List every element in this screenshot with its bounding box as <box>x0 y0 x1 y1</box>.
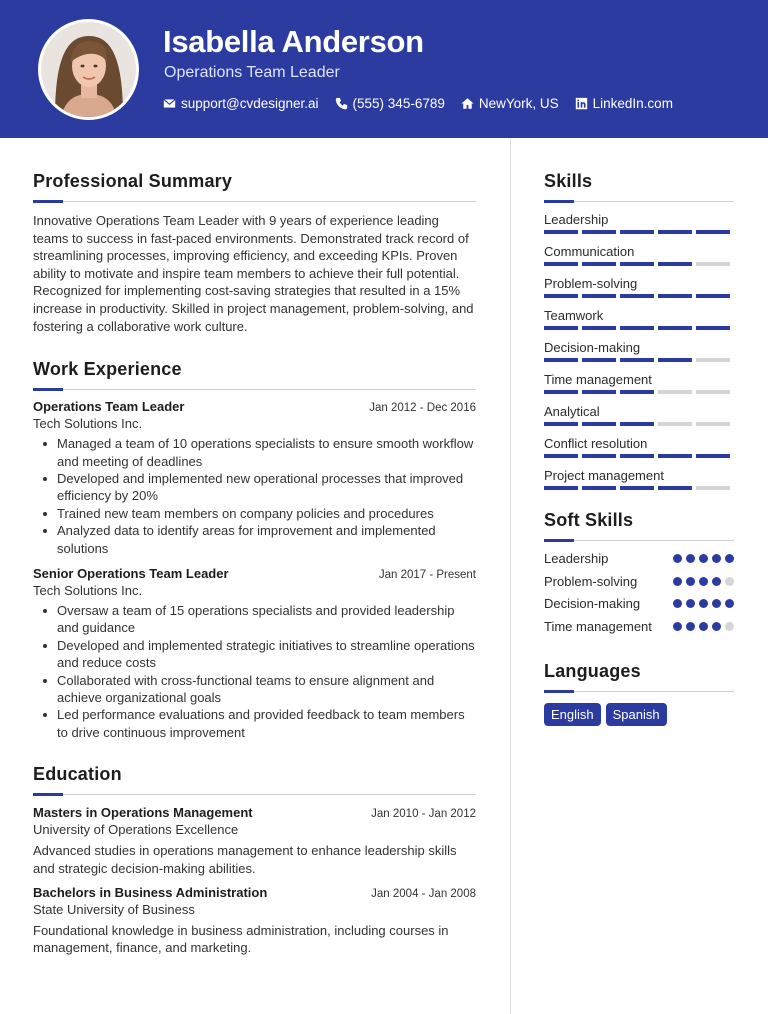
rating-dot <box>673 599 682 608</box>
list-item: Developed and implemented new operational processes that improved efficiency by 20% <box>33 470 476 505</box>
education-date: Jan 2010 - Jan 2012 <box>371 808 476 821</box>
education-description: Advanced studies in operations management to enhance leadership skills and strategic decision-making abilities. <box>33 843 457 876</box>
skill-level-segment <box>658 262 692 266</box>
skill-level-bar <box>544 262 734 266</box>
languages-heading: Languages <box>544 661 641 681</box>
skill-level-segment <box>658 422 692 426</box>
skills-list <box>544 210 734 498</box>
skill-label: Problem-solving <box>544 276 638 291</box>
skill-level-segment <box>582 486 616 490</box>
soft-skill-label: Decision-making <box>544 596 641 611</box>
rating-dot <box>712 577 721 586</box>
contact-list <box>163 96 689 111</box>
skill-level-segment <box>620 422 654 426</box>
contact-phone-text: (555) 345-6789 <box>352 96 445 111</box>
list-item: Oversaw a team of 15 operations specialists and provided leadership and guidance <box>33 602 476 637</box>
language-list <box>544 703 734 726</box>
skill-level-bar <box>544 358 734 362</box>
contact-linkedin[interactable] <box>575 96 673 111</box>
school-name: State University of Business <box>33 902 195 918</box>
skill-level-segment <box>696 358 730 362</box>
section-rule <box>544 539 734 541</box>
rating-dot <box>673 622 682 631</box>
skill-label: Analytical <box>544 404 600 419</box>
rating-dot <box>686 599 695 608</box>
skill-level-bar <box>544 422 734 426</box>
linkedin-icon <box>575 97 588 110</box>
job-bullets <box>33 435 476 557</box>
job-company: Tech Solutions Inc. <box>33 416 143 432</box>
contact-linkedin-text: LinkedIn.com <box>592 96 673 111</box>
skill-level-segment <box>658 358 692 362</box>
education-entry <box>33 805 476 877</box>
skill-level-segment <box>696 454 730 458</box>
rating-dot <box>712 622 721 631</box>
job-title: Operations Team Leader <box>33 399 185 415</box>
section-rule <box>544 200 734 202</box>
skill-level-segment <box>658 294 692 298</box>
skill-level-segment <box>658 390 692 394</box>
skill-level-segment <box>582 390 616 394</box>
rating-dot <box>673 554 682 563</box>
list-item: Collaborated with cross-functional teams to ensure alignment and achieve organizational goals <box>33 672 476 707</box>
skill-level-segment <box>544 294 578 298</box>
skill-label: Communication <box>544 244 635 259</box>
column-divider <box>510 138 511 1014</box>
skill-item <box>544 370 734 402</box>
skill-label: Leadership <box>544 212 609 227</box>
job-title: Senior Operations Team Leader <box>33 566 229 581</box>
skill-item <box>544 306 734 338</box>
section-rule <box>33 200 476 202</box>
candidate-name: Isabella Anderson <box>163 24 424 59</box>
skill-label: Teamwork <box>544 308 604 323</box>
skill-level-segment <box>544 326 578 330</box>
rating-dot <box>712 599 721 608</box>
skill-level-bar <box>544 230 734 234</box>
rating-dot <box>725 577 734 586</box>
phone-icon <box>335 97 348 110</box>
contact-email[interactable] <box>163 96 319 111</box>
education-heading: Education <box>33 764 122 785</box>
skill-level-segment <box>544 230 578 234</box>
skill-label: Conflict resolution <box>544 436 648 451</box>
contact-location-text: NewYork, US <box>478 96 559 111</box>
soft-skills-section <box>544 510 734 635</box>
summary-text: Innovative Operations Team Leader with 9 years of experience leading teams to success in fast-paced environments. Demonstrated track record of streamlining processes, improving efficiency, and exceeding KPIs. Proven ability to motivate and inspire team members to achieve their full potential. Recognized for implementing cost-saving strategies that resulted in a 15% increase in productivity. Skilled in project management, problem-solving, and fostering a collaborative work culture. <box>33 213 474 334</box>
job-company: Tech Solutions Inc. <box>33 583 143 598</box>
summary-heading: Professional Summary <box>33 171 233 191</box>
soft-skill-rating <box>669 618 734 636</box>
soft-skills-heading: Soft Skills <box>544 510 634 530</box>
rating-dot <box>686 622 695 631</box>
skill-level-segment <box>658 230 692 234</box>
skill-level-segment <box>582 326 616 330</box>
skill-item <box>544 242 734 274</box>
skill-level-segment <box>696 262 730 266</box>
soft-skill-label: Time management <box>544 618 652 634</box>
list-item: Trained new team members on company policies and procedures <box>33 505 476 522</box>
job-entry <box>33 566 476 741</box>
skill-level-segment <box>696 422 730 426</box>
skill-level-segment <box>544 390 578 394</box>
skill-level-segment <box>658 454 692 458</box>
skill-level-segment <box>620 390 654 394</box>
skill-level-segment <box>582 294 616 298</box>
rating-dot <box>699 622 708 631</box>
soft-skill-label: Leadership <box>544 551 609 566</box>
skill-level-segment <box>544 422 578 426</box>
skill-level-segment <box>544 486 578 490</box>
skill-level-segment <box>696 294 730 298</box>
skill-level-bar <box>544 326 734 330</box>
languages-section <box>544 661 734 726</box>
skill-label: Project management <box>544 468 664 483</box>
contact-email-text: support@cvdesigner.ai <box>181 96 319 111</box>
education-entry <box>33 885 476 957</box>
degree-title: Bachelors in Business Administration <box>33 885 268 901</box>
job-bullets <box>33 602 476 741</box>
skill-level-segment <box>696 390 730 394</box>
skill-level-segment <box>544 358 578 362</box>
rating-dot <box>725 622 734 631</box>
skill-item <box>544 210 734 242</box>
skill-level-segment <box>620 294 654 298</box>
skills-section <box>544 171 734 498</box>
skill-level-segment <box>696 326 730 330</box>
rating-dot <box>699 554 708 563</box>
rating-dot <box>699 599 708 608</box>
skill-level-bar <box>544 390 734 394</box>
education-section <box>33 764 476 957</box>
skill-level-bar <box>544 486 734 490</box>
skill-level-segment <box>582 422 616 426</box>
rating-dot <box>673 577 682 586</box>
skill-level-bar <box>544 294 734 298</box>
rating-dot <box>686 554 695 563</box>
skill-item <box>544 402 734 434</box>
skill-item <box>544 274 734 306</box>
soft-skill-item <box>544 573 734 591</box>
soft-skill-rating <box>669 550 734 568</box>
soft-skill-item <box>544 618 734 636</box>
soft-skill-item <box>544 595 734 613</box>
skill-label: Time management <box>544 372 652 387</box>
skill-item <box>544 434 734 466</box>
rating-dot <box>699 577 708 586</box>
contact-location <box>461 96 559 111</box>
sidebar-column <box>544 171 734 726</box>
skill-level-segment <box>620 454 654 458</box>
profile-photo <box>41 22 136 117</box>
language-tag: Spanish <box>606 703 667 726</box>
skill-level-segment <box>658 326 692 330</box>
home-icon <box>461 97 474 110</box>
list-item: Led performance evaluations and provided feedback to team members to drive continuous improvement <box>33 706 476 741</box>
candidate-role: Operations Team Leader <box>164 64 340 81</box>
skill-level-segment <box>620 230 654 234</box>
soft-skill-rating <box>669 573 734 591</box>
section-rule <box>33 388 476 390</box>
skill-level-segment <box>620 486 654 490</box>
soft-skills-list <box>544 550 734 635</box>
section-rule <box>33 793 476 795</box>
skill-level-bar <box>544 454 734 458</box>
skill-level-segment <box>544 262 578 266</box>
list-item: Managed a team of 10 operations specialists to ensure smooth workflow and meeting of deadlines <box>33 435 476 470</box>
skills-heading: Skills <box>544 171 593 191</box>
soft-skill-rating <box>669 595 734 613</box>
list-item: Developed and implemented strategic initiatives to streamline operations and reduce costs <box>33 637 476 672</box>
language-tag: English <box>544 703 601 726</box>
skill-item <box>544 338 734 370</box>
envelope-icon <box>163 97 176 110</box>
contact-phone[interactable] <box>335 96 445 111</box>
soft-skill-item <box>544 550 734 568</box>
skill-level-segment <box>620 326 654 330</box>
skill-level-segment <box>620 262 654 266</box>
skill-level-segment <box>658 486 692 490</box>
skill-item <box>544 466 734 498</box>
rating-dot <box>712 554 721 563</box>
main-column <box>33 171 476 957</box>
skill-level-segment <box>544 454 578 458</box>
job-date: Jan 2017 - Present <box>378 569 476 581</box>
list-item: Analyzed data to identify areas for improvement and implemented solutions <box>33 522 476 557</box>
job-date: Jan 2012 - Dec 2016 <box>369 402 476 415</box>
job-entry <box>33 399 476 557</box>
skill-level-segment <box>582 358 616 362</box>
experience-heading: Work Experience <box>33 359 182 380</box>
avatar <box>38 19 139 120</box>
skill-label: Decision-making <box>544 340 641 355</box>
skill-level-segment <box>582 230 616 234</box>
skill-level-segment <box>696 230 730 234</box>
header-banner <box>0 0 768 138</box>
school-name: University of Operations Excellence <box>33 822 239 838</box>
skill-level-segment <box>582 262 616 266</box>
summary-section <box>33 171 476 335</box>
soft-skill-label: Problem-solving <box>544 573 638 589</box>
rating-dot <box>725 554 734 563</box>
skill-level-segment <box>696 486 730 490</box>
skill-level-segment <box>620 358 654 362</box>
rating-dot <box>725 599 734 608</box>
experience-section <box>33 359 476 741</box>
skill-level-segment <box>582 454 616 458</box>
degree-title: Masters in Operations Management <box>33 805 253 821</box>
education-description: Foundational knowledge in business administration, including courses in management, finance, and marketing. <box>33 923 449 956</box>
section-rule <box>544 690 734 692</box>
education-date: Jan 2004 - Jan 2008 <box>371 888 476 901</box>
rating-dot <box>686 577 695 586</box>
